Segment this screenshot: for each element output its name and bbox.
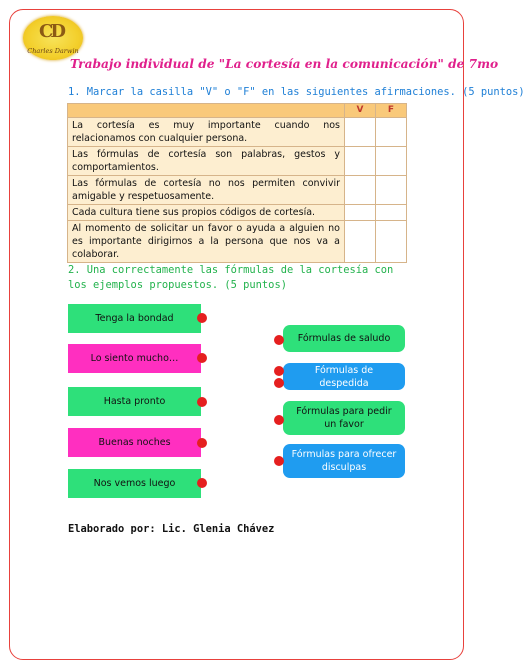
statement-5: Al momento de solicitar un favor o ayuda a alguien no es importante dirigirnos a la persona que nos va a colaborar.	[68, 221, 345, 263]
logo-monogram: CD	[39, 21, 63, 42]
checkbox-v-2[interactable]	[345, 147, 376, 176]
statement-2: Las fórmulas de cortesía son palabras, gestos y comportamientos.	[68, 147, 345, 176]
checkbox-f-4[interactable]	[376, 205, 407, 221]
category-saludo[interactable]: Fórmulas de saludo	[283, 325, 405, 352]
table-row	[68, 147, 407, 176]
connector-dot-right-2a[interactable]	[274, 366, 284, 376]
example-buenas-noches[interactable]: Buenas noches	[68, 428, 201, 457]
table-row	[68, 205, 407, 221]
checkbox-f-5[interactable]	[376, 221, 407, 263]
statement-3: Las fórmulas de cortesía no nos permiten convivir amigable y respetuosamente.	[68, 176, 345, 205]
checkbox-v-3[interactable]	[345, 176, 376, 205]
connector-dot-right-1[interactable]	[274, 335, 284, 345]
header-v: V	[345, 104, 376, 118]
checkbox-v-5[interactable]	[345, 221, 376, 263]
checkbox-v-4[interactable]	[345, 205, 376, 221]
header-blank	[68, 104, 345, 118]
question-1-prompt: 1. Marcar la casilla "V" o "F" en las siguientes afirmaciones. (5 puntos)	[68, 86, 525, 98]
checkbox-f-2[interactable]	[376, 147, 407, 176]
header-f: F	[376, 104, 407, 118]
table-row	[68, 221, 407, 263]
logo-name: Charles Darwin	[27, 47, 79, 55]
table-row	[68, 176, 407, 205]
true-false-table	[67, 103, 407, 263]
example-nos-vemos-luego[interactable]: Nos vemos luego	[68, 469, 201, 498]
example-lo-siento-mucho[interactable]: Lo siento mucho…	[68, 344, 201, 373]
author-credit: Elaborado por: Lic. Glenia Chávez	[68, 523, 275, 535]
checkbox-f-3[interactable]	[376, 176, 407, 205]
question-2-prompt: 2. Una correctamente las fórmulas de la cortesía con los ejemplos propuestos. (5 puntos)	[68, 264, 394, 291]
table-header-row	[68, 104, 407, 118]
checkbox-f-1[interactable]	[376, 118, 407, 147]
example-hasta-pronto[interactable]: Hasta pronto	[68, 387, 201, 416]
statement-4: Cada cultura tiene sus propios códigos de cortesía.	[68, 205, 345, 221]
category-ofrecer-disculpas[interactable]: Fórmulas para ofrecer disculpas	[283, 444, 405, 478]
table-row	[68, 118, 407, 147]
worksheet-title: Trabajo individual de "La cortesía en la comunicación" de 7mo	[70, 57, 499, 71]
category-despedida[interactable]: Fórmulas de despedida	[283, 363, 405, 390]
connector-dot-left-2[interactable]	[197, 353, 207, 363]
school-logo	[23, 16, 83, 60]
connector-dot-left-1[interactable]	[197, 313, 207, 323]
statement-1: La cortesía es muy importante cuando nos relacionamos con cualquier persona.	[68, 118, 345, 147]
connector-dot-left-5[interactable]	[197, 478, 207, 488]
category-pedir-favor[interactable]: Fórmulas para pedir un favor	[283, 401, 405, 435]
connector-dot-right-4[interactable]	[274, 456, 284, 466]
example-tenga-la-bondad[interactable]: Tenga la bondad	[68, 304, 201, 333]
checkbox-v-1[interactable]	[345, 118, 376, 147]
connector-dot-right-3[interactable]	[274, 415, 284, 425]
connector-dot-right-2b[interactable]	[274, 378, 284, 388]
connector-dot-left-4[interactable]	[197, 438, 207, 448]
connector-dot-left-3[interactable]	[197, 397, 207, 407]
